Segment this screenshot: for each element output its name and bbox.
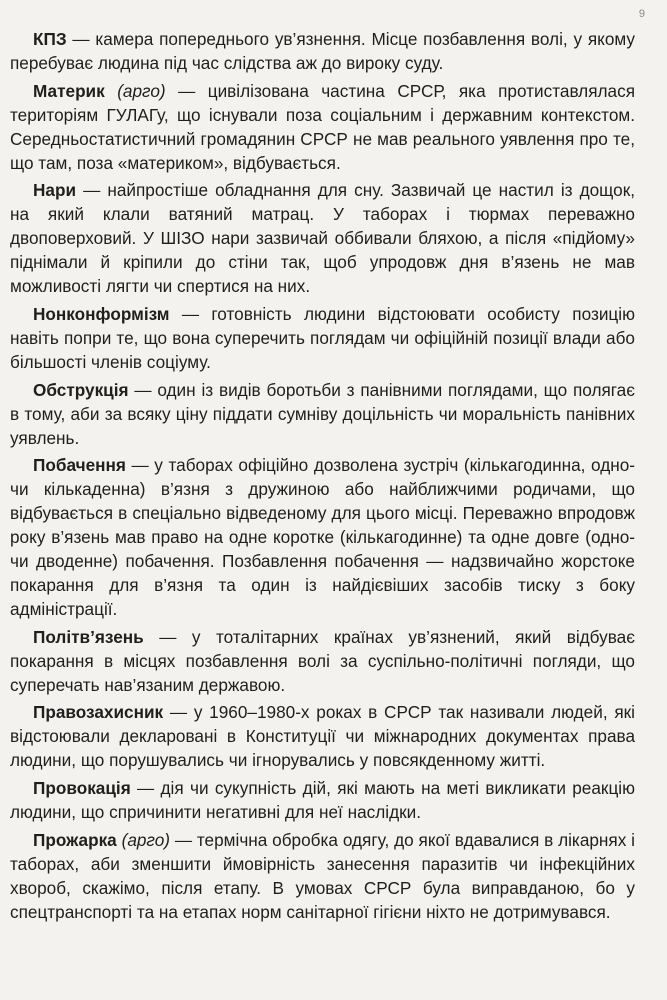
glossary-entry-obstruktsiia <box>10 379 635 451</box>
glossary-entry-nonkonformizm <box>10 303 635 375</box>
entry-definition: — у таборах офіційно дозволена зустріч (кількагодинна, одно- чи кількаденна) в’язня з дружиною або найближчими родичами, що відбувається в спеціально відведеному для цього місці. Переважно впродовж року в’язень мав право на одне коротке (кількагодинне) та одне довге (одно- чи дводенне) побачення. Позбавлення побачення — надзвичайно жорстоке покарання для в’язня та один із найдієвіших засобів тиску з боку адміністрації. <box>10 455 635 619</box>
entry-term: Політв’язень <box>33 626 144 647</box>
glossary-entry-pravozakhysnyk <box>10 701 635 773</box>
entry-note: (арго) <box>121 830 171 850</box>
entry-definition: — у 1960–1980-х роках в СРСР так називали людей, які відстоювали декларовані в Конституції чи міжнародних документах права людини, що порушувались чи ігнорувались у повсякденному житті. <box>10 702 635 771</box>
glossary-entry-provokatsiia <box>10 777 635 825</box>
entry-term: Побачення <box>33 455 126 476</box>
entry-definition: — камера попереднього ув’язнення. Місце позбавлення волі, у якому перебуває людина під час слідства аж до вироку суду. <box>10 29 635 73</box>
glossary-entry-prozharka <box>10 829 635 925</box>
entry-term: Материк <box>33 80 105 101</box>
entry-term: Нари <box>33 180 77 201</box>
entry-definition: — готовність людини відстоювати особисту позицію навіть попри те, що вона суперечить поглядам чи офіційній позиції влади або більшості членів соціуму. <box>10 303 635 372</box>
page-number: 9 <box>638 8 645 20</box>
entry-note: (арго) <box>117 80 166 101</box>
entry-term: Правозахисник <box>33 702 164 723</box>
glossary-body <box>10 28 635 929</box>
entry-definition: — дія чи сукупність дій, які мають на меті викликати реакцію людини, що спричинити негативні для неї наслідки. <box>10 778 635 823</box>
glossary-entry-pobachennia <box>10 454 635 621</box>
glossary-entry-politviazen <box>10 626 635 698</box>
entry-term: Прожарка <box>33 830 117 850</box>
entry-term: Нонконформізм <box>33 303 170 324</box>
glossary-entry-materyk <box>10 80 635 176</box>
entry-definition: — у тоталітарних країнах ув’язнений, який відбуває покарання в місцях позбавлення волі за суспільно-політичні погляди, що суперечать нав’язаним державою. <box>10 626 635 695</box>
entry-term: Провокація <box>33 778 131 799</box>
entry-definition: — найпростіше обладнання для сну. Зазвичай це настил із дощок, на який клали ватяний матрац. У таборах і тюрмах переважно двоповерховий. У ШІЗО нари зазвичай оббивали бляхою, а після «підйому» піднімали й кріпили до стіни так, щоб упродовж дня в’язень не мав можливості лягти чи спертися на них. <box>10 180 635 297</box>
entry-term: КПЗ <box>33 29 67 49</box>
entry-definition: — цивілізована частина СРСР, яка протиставлялася територіям ГУЛАГу, що існували поза соціальним і державним контекстом. Середньостатистичний громадянин СРСР не мав реального уявлення про те, що там, поза «материком», відбувається. <box>10 80 636 173</box>
entry-definition: — термічна обробка одягу, до якої вдавалися в лікарнях і таборах, аби зменшити ймовірність занесення паразитів чи інфекційних хвороб, скажімо, після етапу. В умовах СРСР була виправданою, бо у спецтранспорті та на етапах норм санітарної гігієни ніхто не дотримувався. <box>10 830 635 922</box>
glossary-entry-kpz <box>10 28 635 76</box>
glossary-entry-nary <box>10 179 635 299</box>
entry-definition: — один із видів боротьби з панівними поглядами, що полягає в тому, аби за всяку ціну піддати сумніву доцільність чи моральність панівних уявлень. <box>10 379 635 448</box>
entry-term: Обструкція <box>33 379 129 400</box>
